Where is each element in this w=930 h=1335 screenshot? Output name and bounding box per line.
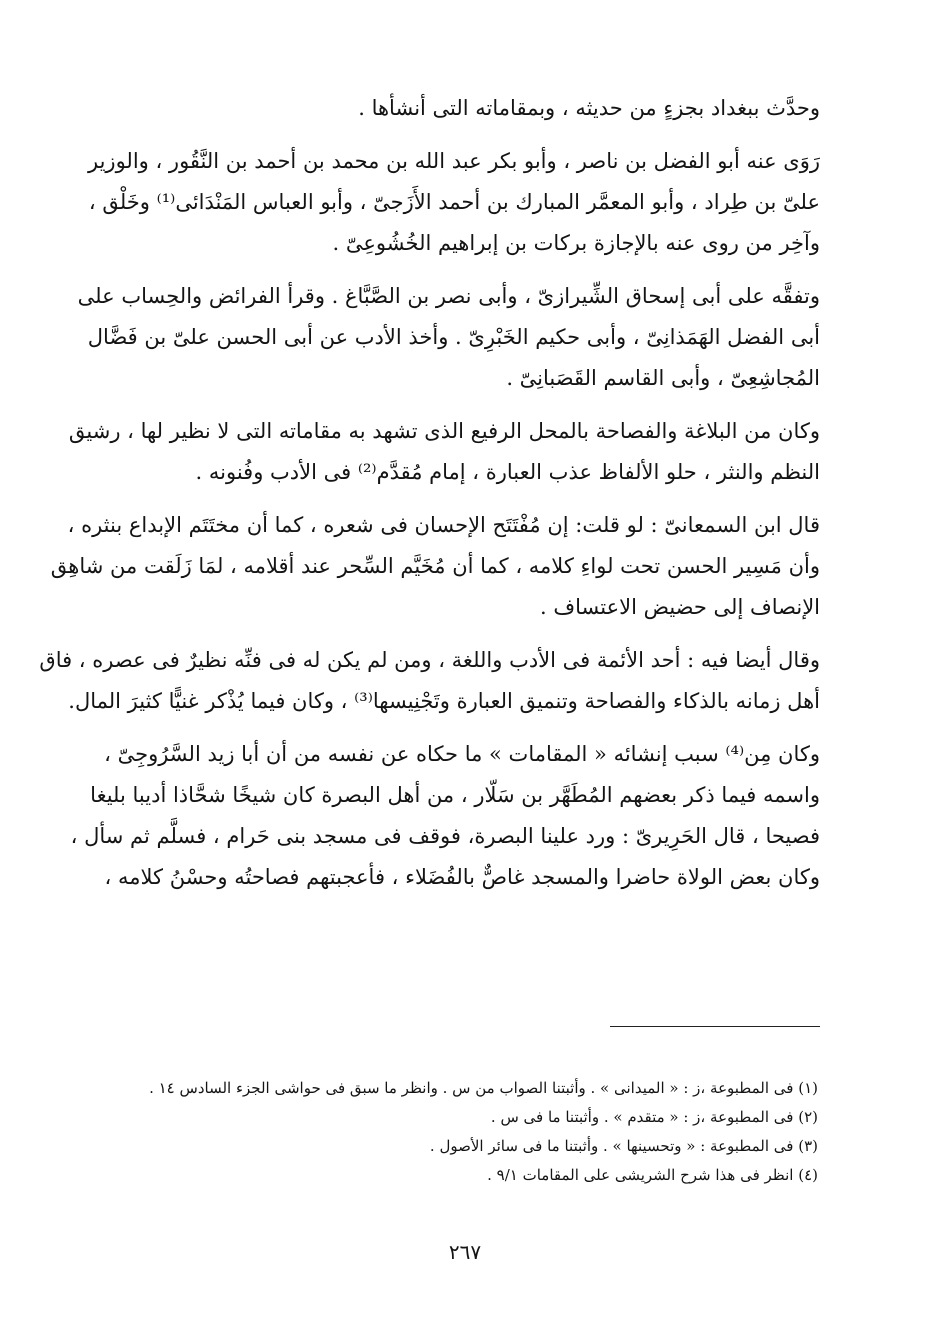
text-line: وقال أيضا فيه : أحد الأئمة فى الأدب واللغة ، ومن لم يكن له فى فنِّه نظيرٌ فى عصره ، فاق	[39, 648, 820, 672]
text-line: أبى الفضل الهَمَذانِىّ ، وأبى حكيم الخَبْرِىّ . وأخذ الأدب عن أبى الحسن علىّ بن فَضَّال	[87, 325, 820, 349]
paragraph-5	[50, 505, 820, 628]
text-line: وأن مَسِير الحسن تحت لواءِ كلامه ، كما أن مُخَيَّم السِّحر عند أقلامه ، لمَا زَلَقت من شاهِق	[50, 554, 820, 578]
text-line: وكان مِن⁽⁴⁾ سبب إنشائه « المقامات » ما حكاه عن نفسه من أن أبا زيد السَّرُوجِىّ ،	[104, 742, 820, 766]
text-line: أهل زمانه بالذكاء والفصاحة وتنميق العبارة وتَجْنِيسها⁽³⁾ ، وكان فيما يُذْكر غنيًّا كثيرَ المال.	[68, 689, 820, 713]
text-line: قال ابن السمعانىّ : لو قلت: إن مُفْتَتَح الإحسان فى شعره ، كما أن مختَتَم الإبداع بنثره ،	[67, 513, 820, 537]
paragraph-7	[70, 734, 820, 898]
text-line: وتفقَّه على أبى إسحاق الشِّيرازىّ ، وأبى نصر بن الصَّبَّاغ . وقرأ الفرائض والحِساب على	[77, 284, 820, 308]
paragraph-3	[77, 276, 820, 399]
footnote-3: (٣) فى المطبوعة : « وتحسينها » . وأثبتنا ما فى سائر الأصول .	[429, 1137, 818, 1155]
text-line: وحدَّث ببغداد بجزءٍ من حديثه ، وبمقاماته التى أنشأها .	[358, 96, 820, 120]
page-number: ٢٦٧	[448, 1240, 482, 1264]
text-line: وكان بعض الولاة حاضرا والمسجد غاصٌّ بالفُضَلاء ، فأعجبتهم فصاحتُه وحسْنُ كلامه ،	[104, 865, 820, 889]
footnote-2: (٢) فى المطبوعة ،ز : « متقدم » . وأثبتنا ما فى س .	[490, 1108, 818, 1126]
text-line: فصيحا ، قال الحَرِيرىّ : ورد علينا البصرة، فوقف فى مسجد بنى حَرام ، فسلَّم ثم سأل ،	[70, 824, 820, 848]
text-line: وكان من البلاغة والفصاحة بالمحل الرفيع الذى تشهد به مقاماته التى لا نظير لها ، رشيق	[68, 419, 820, 443]
text-line: وآخِر من روى عنه بالإجازة بركات بن إبراهيم الخُشُوعِىّ .	[332, 231, 820, 255]
text-line: النظم والنثر ، حلو الألفاظ عذب العبارة ، إمام مُقدَّم⁽²⁾ فى الأدب وفُنونه .	[195, 460, 820, 484]
paragraph-1	[100, 88, 820, 129]
text-line: علىّ بن طِراد ، وأبو المعمَّر المبارك بن أحمد الأَزَجىّ ، وأبو العباس المَنْدَائى⁽¹⁾ وخَلْق ،	[88, 190, 820, 214]
paragraph-6	[39, 640, 820, 722]
footnotes	[149, 1074, 818, 1190]
paragraph-2	[88, 141, 820, 264]
footnote-divider	[610, 1026, 820, 1027]
text-line: الإنصاف إلى حضيض الاعتساف .	[540, 595, 820, 619]
main-text	[39, 88, 820, 910]
footnote-4: (٤) انظر فى هذا شرح الشريشى على المقامات ٩/١ .	[487, 1166, 818, 1184]
text-line: المُجاشِعِىّ ، وأبى القاسم القَصَبانِىّ .	[506, 366, 820, 390]
paragraph-4	[68, 411, 820, 493]
footnote-1: (١) فى المطبوعة ،ز : « الميدانى » . وأثبتنا الصواب من س . وانظر ما سبق فى حواشى الجزء السادس ١٤ .	[149, 1079, 818, 1097]
text-line: واسمه فيما ذكر بعضهم المُطَهَّر بن سَلّار ، من أهل البصرة كان شيخًا شحَّاذا أديبا بليغا	[90, 783, 820, 807]
text-line: رَوَى عنه أبو الفضل بن ناصر ، وأبو بكر عبد الله بن محمد بن أحمد بن النَّقُور ، والوزير	[88, 149, 820, 173]
